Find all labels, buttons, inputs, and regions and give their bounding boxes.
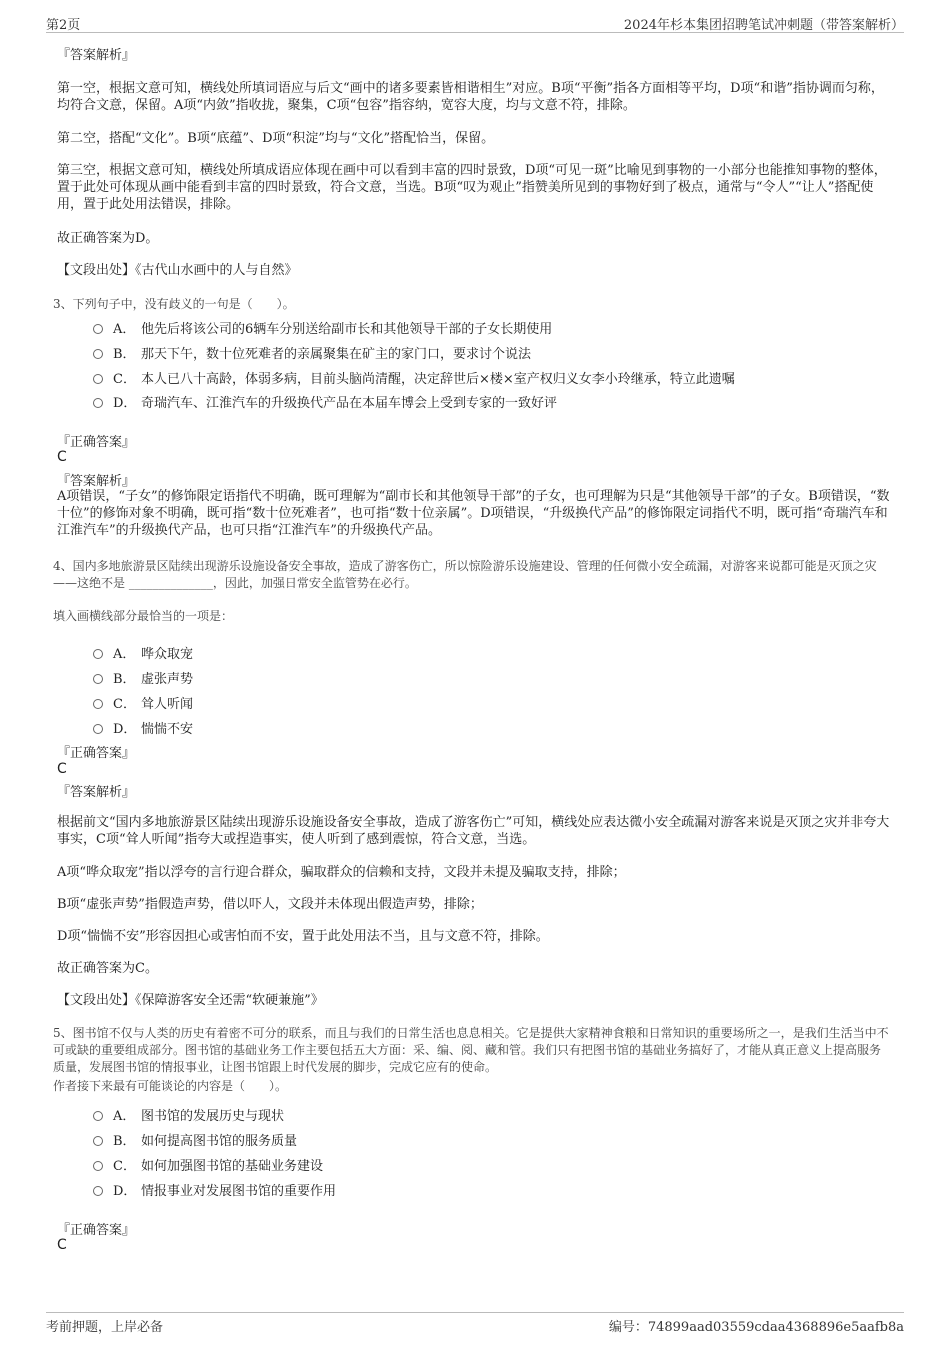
option-a[interactable]: A． 哗众取宠 — [93, 643, 193, 662]
radio-icon[interactable] — [93, 1136, 103, 1146]
analysis-paragraph: B项“虚张声势”指假造声势，借以吓人，文段并未体现出假造声势，排除； — [57, 897, 483, 912]
question-stem: 3、下列句子中，没有歧义的一句是（ ）。 — [53, 297, 295, 311]
radio-icon[interactable] — [93, 674, 103, 684]
source-citation: 【文段出处】《保障游客安全还需“软硬兼施”》 — [57, 993, 324, 1008]
analysis-label: 『答案解析』 — [57, 48, 136, 63]
analysis-paragraph: 根据前文“国内多地旅游景区陆续出现游乐设施设备安全事故，造成了游客伤亡”可知，横线处应表达微小安全疏漏对游客来说是灭顶之灾并非夸大事实，C项“耸人听闻”指夸大或捏造事实，使人听到了感到震惊，符合文意，当选。 — [57, 815, 890, 847]
analysis-paragraph: A项错误，“子女”的修饰限定语指代不明确，既可理解为“副市长和其他领导干部”的子女，也可理解为只是“其他领导干部”的子女。B项错误，“数十位”的修饰对象不明确，既可指“数十位死难者”，也可指“数十位亲属”。D项错误，“升级换代产品”的修饰限定词指代不明，既可指“奇瑞汽车和江淮汽车”的升级换代产品，也可只指“江淮汽车”的升级换代产品。 — [57, 489, 890, 538]
conclusion: 故正确答案为D。 — [57, 231, 159, 246]
option-d[interactable]: D． 惴惴不安 — [93, 718, 193, 737]
radio-icon[interactable] — [93, 724, 103, 734]
option-b[interactable]: B． 如何提高图书馆的服务质量 — [93, 1130, 297, 1149]
option-b[interactable]: B． 那天下午，数十位死难者的亲属聚集在矿主的家门口，要求讨个说法 — [93, 343, 531, 362]
radio-icon[interactable] — [93, 398, 103, 408]
analysis-paragraph: 第二空，搭配“文化”。B项“底蕴”、D项“积淀”均与“文化”搭配恰当，保留。 — [57, 131, 495, 146]
question-stem: 5、图书馆不仅与人类的历史有着密不可分的联系，而且与我们的日常生活也息息相关。它是提供大家精神食粮和日常知识的重要场所之一，是我们生活当中不可或缺的重要组成部分。图书馆的基础业务工作主要包括五大方面：采、编、阅、藏和管。我们只有把图书馆的基础业务搞好了，才能从真正意义上提高服务质量，发展图书馆的情报事业，让图书馆跟上时代发展的脚步，完成它应有的使命。 — [53, 1026, 889, 1074]
option-b[interactable]: B． 虚张声势 — [93, 668, 193, 687]
radio-icon[interactable] — [93, 649, 103, 659]
radio-icon[interactable] — [93, 374, 103, 384]
source-citation: 【文段出处】《古代山水画中的人与自然》 — [57, 263, 298, 278]
conclusion: 故正确答案为C。 — [57, 961, 158, 976]
radio-icon[interactable] — [93, 1111, 103, 1121]
answer-value: C — [57, 449, 67, 465]
option-a[interactable]: A． 图书馆的发展历史与现状 — [93, 1105, 284, 1124]
question-stem: 4、国内多地旅游景区陆续出现游乐设施设备安全事故，造成了游客伤亡，所以惊险游乐设施建设、管理的任何微小安全疏漏，对游客来说都可能是灭顶之灾——这绝不是 ______________，因此，加强日常安全监管势在必行。 — [53, 559, 877, 590]
analysis-paragraph: A项“哗众取宠”指以浮夸的言行迎合群众，骗取群众的信赖和支持，文段并未提及骗取支持，排除； — [57, 865, 626, 880]
option-a[interactable]: A． 他先后将该公司的6辆车分别送给副市长和其他领导干部的子女长期使用 — [93, 318, 552, 337]
analysis-paragraph: 第三空，根据文意可知，横线处所填成语应体现在画中可以看到丰富的四时景致，D项“可见一斑”比喻见到事物的一小部分也能推知事物的整体，置于此处可体现从画中能看到丰富的四时景致，符合文意，当选。B项“叹为观止”指赞美所见到的事物好到了极点，通常与“令人”“让人”搭配使用，置于此处用法错误，排除。 — [57, 163, 887, 212]
page-number: 第2页 — [46, 18, 81, 33]
analysis-paragraph: D项“惴惴不安”形容因担心或害怕而不安，置于此处用法不当，且与文意不符，排除。 — [57, 929, 549, 944]
radio-icon[interactable] — [93, 324, 103, 334]
radio-icon[interactable] — [93, 699, 103, 709]
answer-label: 『正确答案』 — [57, 746, 136, 761]
option-c[interactable]: C． 耸人听闻 — [93, 693, 193, 712]
option-c[interactable]: C． 本人已八十高龄，体弱多病，目前头脑尚清醒，决定辞世后×楼×室产权归义女李小玲继承，特立此遗嘱 — [93, 368, 735, 387]
answer-value: C — [57, 761, 67, 777]
answer-label: 『正确答案』 — [57, 1223, 136, 1238]
radio-icon[interactable] — [93, 1161, 103, 1171]
option-d[interactable]: D． 奇瑞汽车、江淮汽车的升级换代产品在本届车博会上受到专家的一致好评 — [93, 392, 557, 411]
option-d[interactable]: D． 情报事业对发展图书馆的重要作用 — [93, 1180, 336, 1199]
question-prompt: 填入画横线部分最恰当的一项是： — [53, 609, 234, 623]
page-footer — [46, 1312, 904, 1335]
answer-value: C — [57, 1237, 67, 1253]
document-id: 编号：74899aad03559cdaa4368896e5aafb8a — [608, 1320, 904, 1335]
analysis-label: 『答案解析』 — [57, 785, 136, 800]
analysis-label: 『答案解析』 — [57, 474, 136, 489]
analysis-paragraph: 第一空，根据文意可知，横线处所填词语应与后文“画中的诸多要素皆相谐相生”对应。B项“平衡”指各方面相等平均，D项“和谐”指协调而匀称，均符合文意，保留。A项“内敛”指收拢，聚集，C项“包容”指容纳，宽容大度，均与文意不符，排除。 — [57, 81, 884, 113]
answer-label: 『正确答案』 — [57, 435, 136, 450]
option-c[interactable]: C． 如何加强图书馆的基础业务建设 — [93, 1155, 323, 1174]
document-title: 2024年杉本集团招聘笔试冲刺题（带答案解析） — [623, 18, 904, 33]
radio-icon[interactable] — [93, 349, 103, 359]
page-header — [46, 12, 904, 33]
radio-icon[interactable] — [93, 1186, 103, 1196]
footer-slogan: 考前押题，上岸必备 — [46, 1320, 164, 1335]
question-prompt: 作者接下来最有可能谈论的内容是（ ）。 — [53, 1079, 288, 1093]
